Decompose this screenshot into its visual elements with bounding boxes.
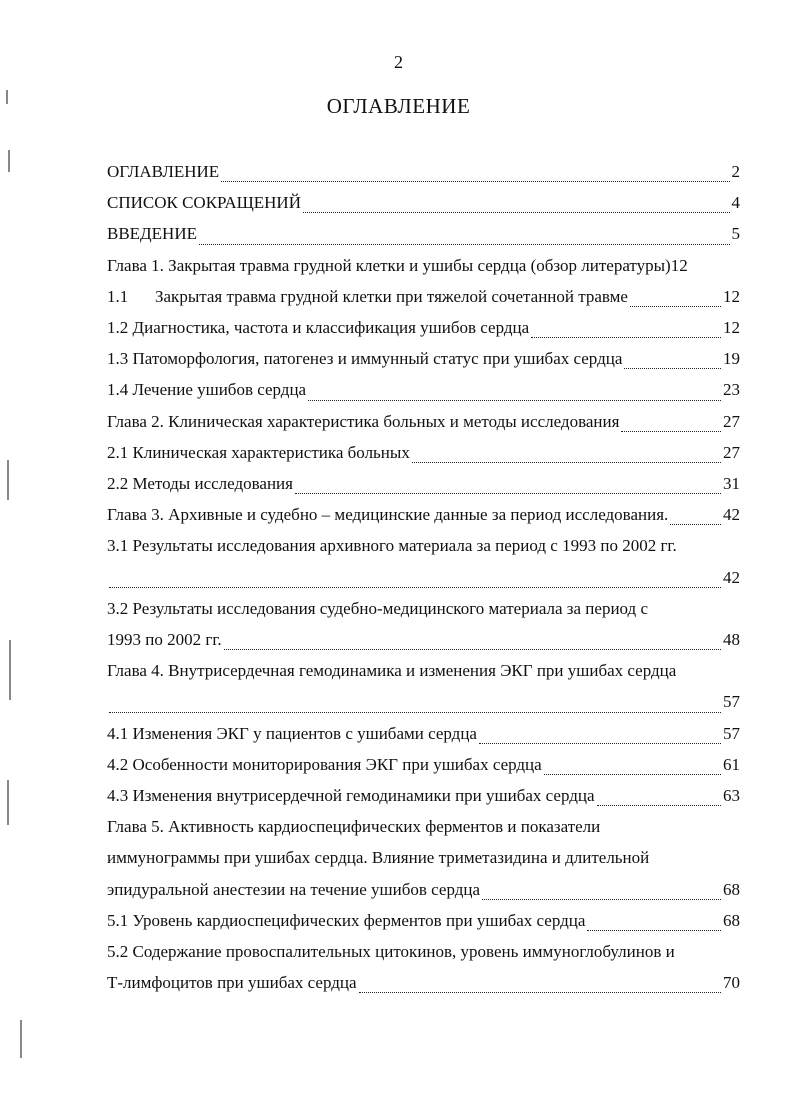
- toc-entry-2-2[interactable]: [107, 468, 740, 499]
- toc-entry-title-line: Глава 5. Активность кардиоспецифических ферментов и показатели: [107, 817, 601, 837]
- toc-entry-4-3[interactable]: [107, 780, 740, 811]
- dot-leader: [624, 368, 721, 369]
- toc-entry-title-line: иммунограммы при ушибах сердца. Влияние триметазидина и длительной: [107, 848, 650, 868]
- toc-entry-title: СПИСОК СОКРАЩЕНИЙ: [107, 193, 301, 213]
- dot-leader: [199, 244, 730, 245]
- scan-artifact: [7, 780, 9, 825]
- toc-entry-5-1[interactable]: [107, 905, 740, 936]
- dot-leader: [221, 181, 729, 182]
- toc-entry-abbreviations[interactable]: [107, 187, 740, 218]
- toc-entry-chapter-2[interactable]: [107, 406, 740, 437]
- dot-leader: [544, 774, 721, 775]
- page-title: ОГЛАВЛЕНИЕ: [326, 94, 471, 118]
- dot-leader: [308, 400, 721, 401]
- toc-entry-page: 12: [723, 286, 740, 306]
- toc-entry-title-tail: Т-лимфоцитов при ушибах сердца: [107, 973, 357, 993]
- toc-entry-3-2[interactable]: [107, 593, 740, 655]
- scan-artifact: [9, 640, 11, 700]
- dot-leader: [621, 431, 721, 432]
- toc-entry-page: 42: [723, 567, 740, 587]
- scan-artifact: [6, 90, 8, 104]
- toc-entry-2-1[interactable]: [107, 437, 740, 468]
- scan-artifact: [8, 150, 10, 172]
- toc-entry-title-tail: 1993 по 2002 гг.: [107, 630, 222, 650]
- toc-entry-5-2[interactable]: [107, 936, 740, 998]
- page-number: 2: [394, 52, 403, 72]
- toc-entry-title: ОГЛАВЛЕНИЕ: [107, 162, 220, 181]
- toc-entry-title: ВВЕДЕНИЕ: [107, 224, 197, 244]
- toc-entry-chapter-4[interactable]: [107, 655, 740, 717]
- dot-leader: [597, 805, 721, 806]
- toc-entry-title: Глава 2. Клиническая характеристика больных и методы исследования: [107, 411, 620, 431]
- toc-entry-page: 23: [723, 380, 740, 400]
- toc-entry-page: 12: [723, 318, 740, 338]
- toc-entry-page: 27: [723, 411, 740, 431]
- dot-leader: [412, 462, 721, 463]
- toc-entry-title: 4.1 Изменения ЭКГ у пациентов с ушибами сердца: [107, 723, 477, 743]
- toc-entry-3-1[interactable]: [107, 530, 740, 592]
- dot-leader: [531, 337, 721, 338]
- toc-entry-page: 68: [723, 879, 740, 899]
- dot-leader: [224, 649, 721, 650]
- dot-leader: [479, 743, 721, 744]
- toc-entry-1-3[interactable]: [107, 343, 740, 374]
- toc-entry-title: 5.1 Уровень кардиоспецифических ферментов при ушибах сердца: [107, 910, 586, 930]
- toc-entry-title-line: 3.2 Результаты исследования судебно-медицинского материала за период с: [107, 598, 648, 618]
- toc-entry-page: 2: [731, 162, 740, 181]
- dot-leader: [482, 899, 721, 900]
- toc-entry-title: Закрытая травма грудной клетки при тяжелой сочетанной травме: [155, 286, 628, 306]
- toc-entry-page: 57: [723, 723, 740, 743]
- toc-entry-page: 70: [723, 973, 740, 993]
- toc-entry-title-tail: эпидуральной анестезии на течение ушибов сердца: [107, 879, 481, 899]
- dot-leader: [359, 992, 721, 993]
- toc-entry-title: 4.2 Особенности мониторирования ЭКГ при ушибах сердца: [107, 754, 542, 774]
- toc-entry-page: 31: [723, 474, 740, 494]
- toc-entry-page: 19: [723, 349, 740, 369]
- toc-entry-page: 48: [723, 630, 740, 650]
- toc-entry-title: 1.4 Лечение ушибов сердца: [107, 380, 307, 400]
- dot-leader: [109, 587, 721, 588]
- dot-leader: [587, 930, 721, 931]
- toc-entry-title: 1.3 Патоморфология, патогенез и иммунный статус при ушибах сердца: [107, 349, 623, 369]
- toc-entry-1-4[interactable]: [107, 374, 740, 405]
- dot-leader: [670, 524, 721, 525]
- toc-entry-chapter-3[interactable]: [107, 499, 740, 530]
- toc-entry-title: 2.1 Клиническая характеристика больных: [107, 442, 410, 462]
- dot-leader: [109, 712, 721, 713]
- toc-entry-1-2[interactable]: [107, 312, 740, 343]
- toc-entry-title: Глава 3. Архивные и судебно – медицинские данные за период исследования.: [107, 505, 669, 525]
- dot-leader: [303, 212, 730, 213]
- toc-entry-chapter-1[interactable]: [107, 250, 740, 281]
- dot-leader: [295, 493, 721, 494]
- toc-entry-page: 4: [731, 193, 740, 213]
- toc-entry-title: 2.2 Методы исследования: [107, 474, 293, 494]
- toc-entry-title: 1.2 Диагностика, частота и классификация ушибов сердца: [107, 318, 530, 338]
- toc-entry-page: 63: [723, 786, 740, 806]
- toc-entry-page: 42: [723, 505, 740, 525]
- toc-entry-number: 1.1: [107, 286, 129, 306]
- toc-entry-page: 68: [723, 910, 740, 930]
- toc-entry-page: 61: [723, 754, 740, 774]
- toc-entry-4-2[interactable]: [107, 749, 740, 780]
- toc-entry-page: 27: [723, 442, 740, 462]
- toc-entry-title-line: 3.1 Результаты исследования архивного материала за период с 1993 по 2002 гг.: [107, 536, 677, 556]
- scan-artifact: [7, 460, 9, 500]
- toc-entry-title: 4.3 Изменения внутрисердечной гемодинамики при ушибах сердца: [107, 786, 595, 806]
- toc-entry-chapter-5[interactable]: [107, 811, 740, 905]
- dot-leader: [630, 306, 721, 307]
- scan-artifact: [20, 1020, 22, 1058]
- table-of-contents: [107, 156, 740, 998]
- toc-entry-page: 57: [723, 692, 740, 712]
- toc-entry-4-1[interactable]: [107, 718, 740, 749]
- toc-entry-page: 12: [670, 255, 688, 275]
- toc-entry-page: 5: [731, 224, 740, 244]
- toc-entry-title: Глава 1. Закрытая травма грудной клетки и ушибы сердца (обзор литературы): [107, 255, 671, 275]
- toc-entry-title-line: Глава 4. Внутрисердечная гемодинамика и изменения ЭКГ при ушибах сердца: [107, 661, 677, 681]
- toc-entry-1-1[interactable]: [107, 281, 740, 312]
- toc-entry-introduction[interactable]: [107, 218, 740, 249]
- toc-entry-contents[interactable]: [107, 156, 740, 187]
- toc-entry-title-line: 5.2 Содержание провоспалительных цитокинов, уровень иммуноглобулинов и: [107, 942, 675, 962]
